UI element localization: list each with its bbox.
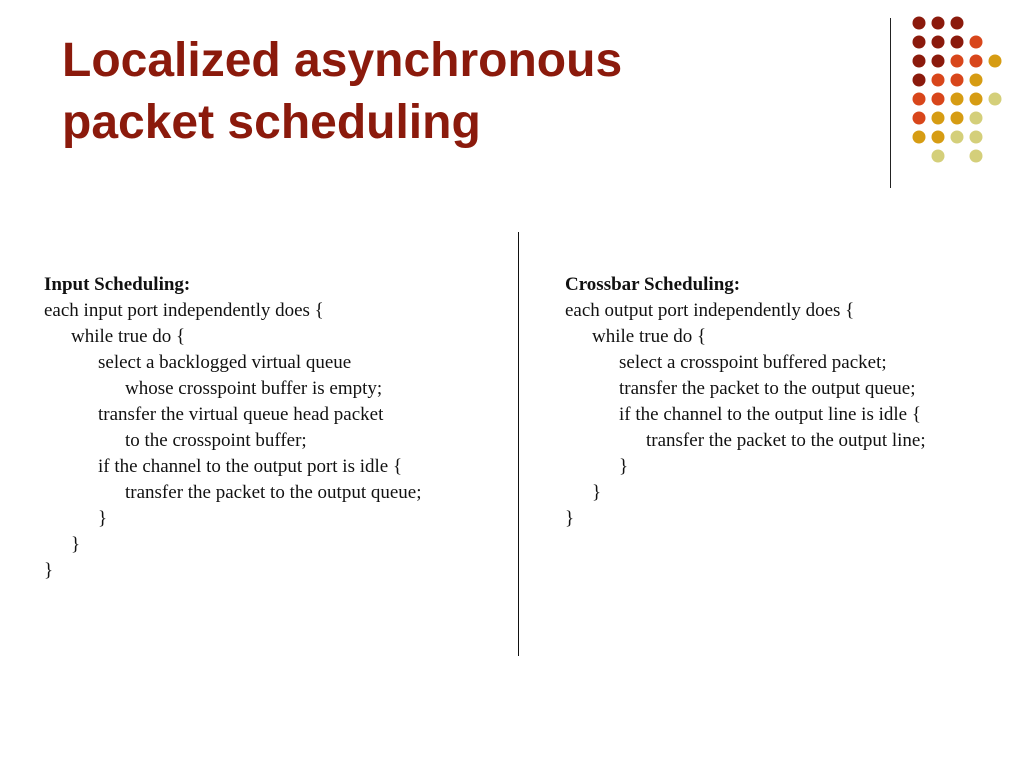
code-line: transfer the virtual queue head packet <box>98 404 384 425</box>
slide-title-line-1: Localized asynchronous <box>62 34 623 87</box>
dot <box>932 131 945 144</box>
dot <box>913 17 926 30</box>
dot <box>951 74 964 87</box>
input-scheduling-pseudocode <box>44 272 509 584</box>
code-line: } <box>565 508 575 529</box>
dot <box>913 131 926 144</box>
decorative-dot-grid <box>905 14 1015 164</box>
crossbar-scheduling-heading: Crossbar Scheduling: <box>565 274 741 295</box>
dot <box>970 36 983 49</box>
code-line: select a crosspoint buffered packet; <box>619 352 887 373</box>
dot <box>932 74 945 87</box>
column-divider <box>518 232 519 656</box>
code-line: transfer the packet to the output queue; <box>619 378 916 399</box>
dot <box>932 112 945 125</box>
dot <box>951 112 964 125</box>
dot <box>970 112 983 125</box>
dot <box>913 55 926 68</box>
dot <box>989 93 1002 106</box>
dot <box>913 36 926 49</box>
code-line: whose crosspoint buffer is empty; <box>125 378 383 399</box>
code-line: transfer the packet to the output queue; <box>125 482 422 503</box>
code-line: } <box>592 482 602 503</box>
code-line: } <box>619 456 629 477</box>
code-line: to the crosspoint buffer; <box>125 430 307 451</box>
code-line: each input port independently does { <box>44 300 324 321</box>
header-divider <box>890 18 891 188</box>
dot <box>932 55 945 68</box>
dot <box>970 93 983 106</box>
dot <box>951 131 964 144</box>
dot <box>932 150 945 163</box>
code-line: if the channel to the output port is idle { <box>98 456 403 477</box>
dot <box>932 17 945 30</box>
dot-grid-graphic <box>905 14 1015 164</box>
code-line: } <box>71 534 81 555</box>
dot <box>970 131 983 144</box>
code-line: while true do { <box>592 326 707 347</box>
dot <box>913 112 926 125</box>
code-line: each output port independently does { <box>565 300 855 321</box>
code-line: transfer the packet to the output line; <box>646 430 926 451</box>
dot <box>989 55 1002 68</box>
dot <box>951 17 964 30</box>
crossbar-scheduling-pseudocode <box>565 272 1010 532</box>
input-scheduling-heading: Input Scheduling: <box>44 274 191 295</box>
code-line: while true do { <box>71 326 186 347</box>
slide-title <box>62 30 862 154</box>
dot <box>970 55 983 68</box>
code-line: } <box>98 508 108 529</box>
dot <box>932 36 945 49</box>
slide-title-line-2: packet scheduling <box>62 96 481 149</box>
dot <box>951 36 964 49</box>
dot <box>951 55 964 68</box>
dot <box>970 74 983 87</box>
dot <box>932 93 945 106</box>
dot <box>913 93 926 106</box>
code-line: select a backlogged virtual queue <box>98 352 352 373</box>
dot <box>913 74 926 87</box>
code-line: if the channel to the output line is idle { <box>619 404 921 425</box>
dot <box>951 93 964 106</box>
dot <box>970 150 983 163</box>
code-line: } <box>44 560 54 581</box>
